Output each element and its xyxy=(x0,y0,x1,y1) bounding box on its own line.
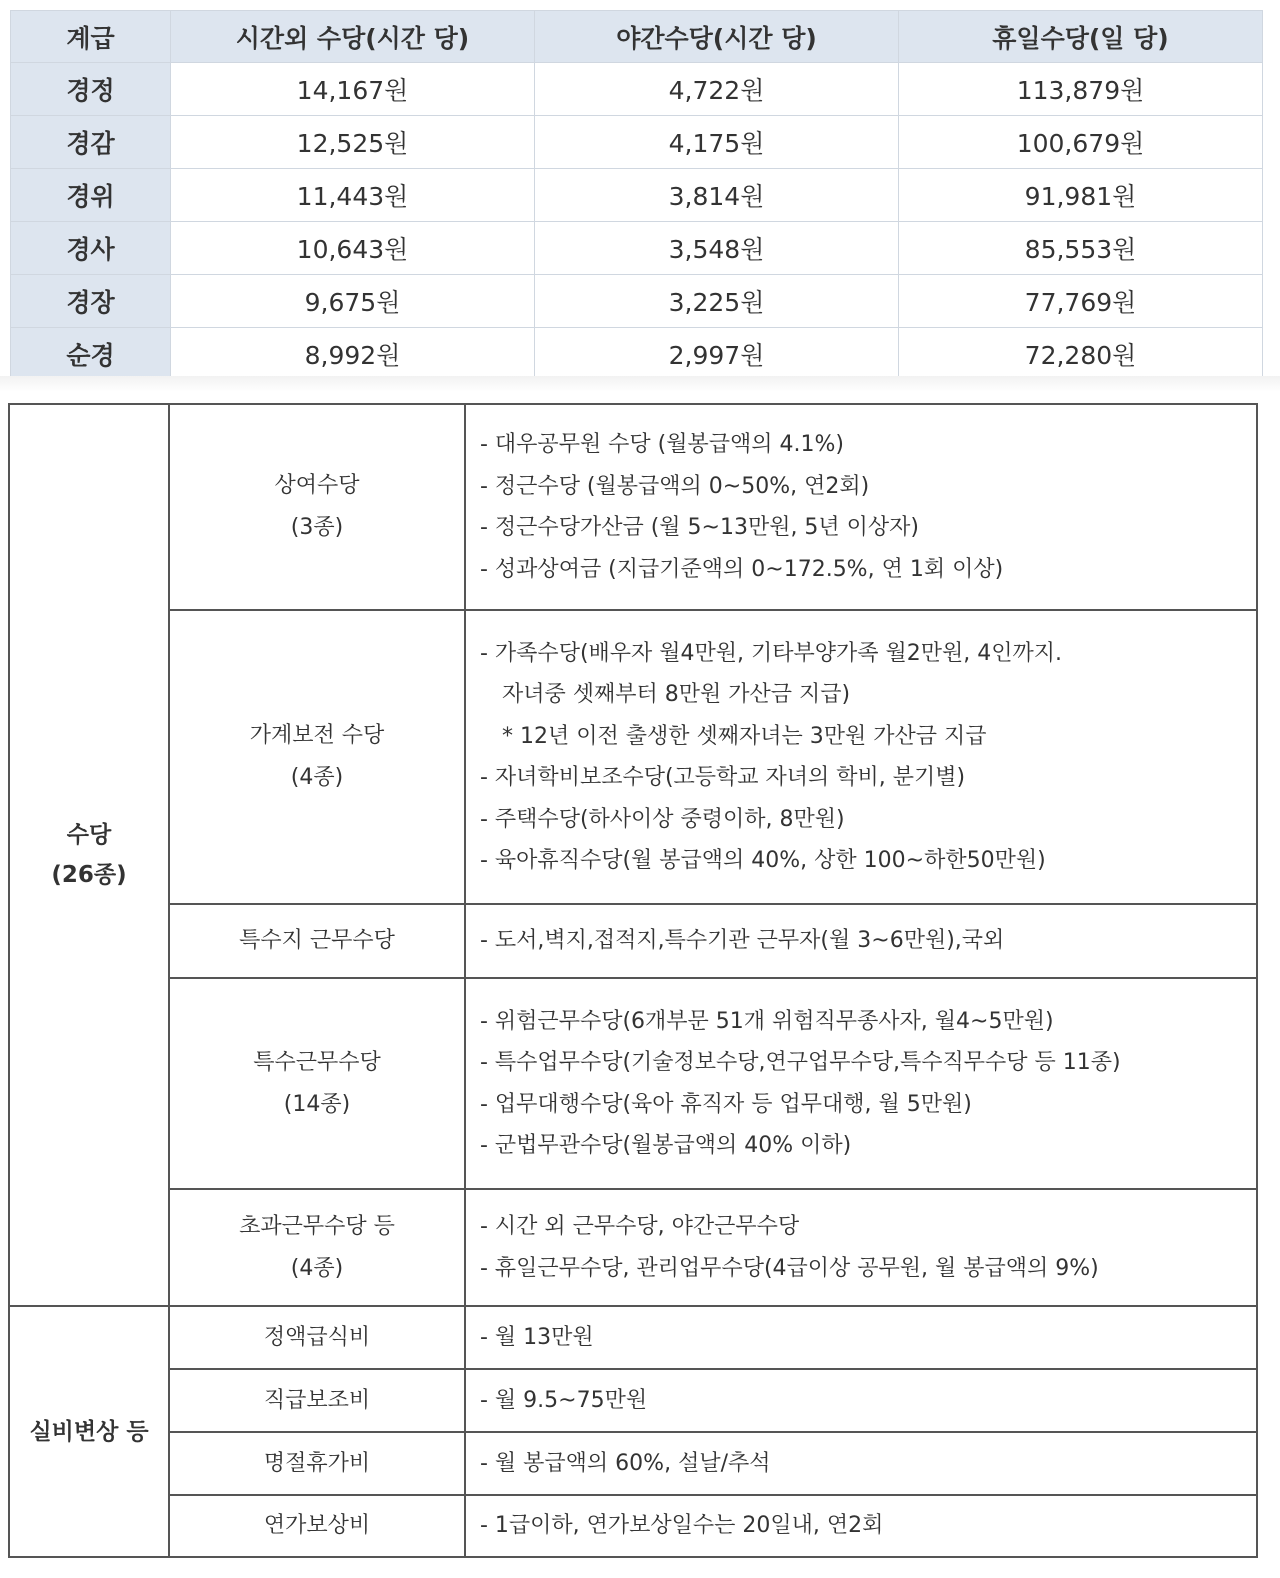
table-row xyxy=(11,222,1263,275)
table-row xyxy=(9,610,1257,904)
list-item: - 1급이하, 연가보상일수는 20일내, 연2회 xyxy=(480,1513,884,1539)
header-holiday: 휴일수당(일 당) xyxy=(899,11,1263,63)
special-duty-count: (14종) xyxy=(283,1091,351,1117)
bonus-description-cell xyxy=(465,404,1257,610)
overtime-rate-table xyxy=(10,10,1263,381)
annual-leave-name: 연가보상비 xyxy=(169,1495,465,1557)
table-row xyxy=(11,169,1263,222)
household-count: (4종) xyxy=(290,765,344,790)
night-cell: 3,548원 xyxy=(535,222,899,275)
night-cell: 4,722원 xyxy=(535,63,899,116)
table-row xyxy=(11,63,1263,116)
expense-group-name: 실비변상 등 xyxy=(29,1418,149,1445)
holiday-cell: 113,879원 xyxy=(899,63,1263,116)
list-item: - 주택수당(하사이상 중령이하, 8만원) xyxy=(480,806,845,832)
list-item-continuation: 자녀중 셋째부터 8만원 가산금 지급) xyxy=(502,682,851,707)
night-cell: 3,225원 xyxy=(535,275,899,328)
household-description-cell xyxy=(465,610,1257,904)
overtime-count: (4종) xyxy=(290,1255,344,1281)
table-row xyxy=(11,116,1263,169)
expense-group-cell xyxy=(9,1306,169,1557)
list-item: - 육아휴직수당(월 봉급액의 40%, 상한 100~하한50만원) xyxy=(480,848,1046,873)
header-rank: 계급 xyxy=(11,11,171,63)
annual-leave-description-cell xyxy=(465,1495,1257,1557)
rank-cell: 경정 xyxy=(11,63,171,116)
list-item: - 휴일근무수당, 관리업무수당(4급이상 공무원, 월 봉급액의 9%) xyxy=(480,1255,1099,1281)
overtime-category-cell xyxy=(169,1189,465,1306)
special-duty-name: 특수근무수당 xyxy=(253,1049,381,1075)
list-item: - 군법무관수당(월봉급액의 40% 이하) xyxy=(480,1133,852,1158)
overtime-name: 초과근무수당 등 xyxy=(239,1213,395,1239)
allowance-group-name: 수당 xyxy=(66,822,112,848)
overtime-cell: 14,167원 xyxy=(171,63,535,116)
table-row xyxy=(9,1306,1257,1369)
night-cell: 3,814원 xyxy=(535,169,899,222)
holiday-cell: 85,553원 xyxy=(899,222,1263,275)
rank-cell: 경감 xyxy=(11,116,171,169)
list-item: - 월 9.5~75만원 xyxy=(480,1387,648,1413)
holiday-cell: 100,679원 xyxy=(899,116,1263,169)
bonus-name: 상여수당 xyxy=(274,473,360,498)
overtime-cell: 10,643원 xyxy=(171,222,535,275)
table-row xyxy=(9,978,1257,1189)
list-item: - 자녀학비보조수당(고등학교 자녀의 학비, 분기별) xyxy=(480,765,966,790)
holiday-description-cell xyxy=(465,1432,1257,1495)
allowance-table xyxy=(8,403,1258,1558)
table-row xyxy=(11,275,1263,328)
table-row xyxy=(9,1369,1257,1432)
overtime-cell: 8,992원 xyxy=(171,328,535,381)
meal-description-cell xyxy=(465,1306,1257,1369)
special-area-name: 특수지 근무수당 xyxy=(169,904,465,978)
allowance-group-cell xyxy=(9,404,169,1306)
list-item: - 특수업무수당(기술정보수당,연구업무수당,특수직무수당 등 11종) xyxy=(480,1050,1121,1075)
list-item: - 위험근무수당(6개부문 51개 위험직무종사자, 월4~5만원) xyxy=(480,1008,1054,1034)
table-row xyxy=(9,404,1257,610)
rank-cell: 경장 xyxy=(11,275,171,328)
list-item: - 정근수당 (월봉급액의 0~50%, 연2회) xyxy=(480,473,870,499)
table-row xyxy=(11,328,1263,381)
holiday-cell: 91,981원 xyxy=(899,169,1263,222)
overtime-cell: 12,525원 xyxy=(171,116,535,169)
household-category-cell xyxy=(169,610,465,904)
list-item: - 업무대행수당(육아 휴직자 등 업무대행, 월 5만원) xyxy=(480,1091,972,1117)
night-cell: 4,175원 xyxy=(535,116,899,169)
header-night: 야간수당(시간 당) xyxy=(535,11,899,63)
overtime-cell: 9,675원 xyxy=(171,275,535,328)
rate-table-header-row xyxy=(11,11,1263,63)
list-item: - 월 13만원 xyxy=(480,1324,594,1350)
holiday-name: 명절휴가비 xyxy=(169,1432,465,1495)
special-duty-category-cell xyxy=(169,978,465,1189)
special-area-description-cell xyxy=(465,904,1257,978)
header-overtime: 시간외 수당(시간 당) xyxy=(171,11,535,63)
bonus-category-cell xyxy=(169,404,465,610)
overtime-cell: 11,443원 xyxy=(171,169,535,222)
list-item: - 정근수당가산금 (월 5~13만원, 5년 이상자) xyxy=(480,515,920,540)
rank-cell: 순경 xyxy=(11,328,171,381)
position-name: 직급보조비 xyxy=(169,1369,465,1432)
list-item-note: * 12년 이전 출생한 셋째자녀는 3만원 가산금 지급 xyxy=(502,723,987,749)
rank-cell: 경위 xyxy=(11,169,171,222)
household-name: 가계보전 수당 xyxy=(249,723,385,748)
bonus-count: (3종) xyxy=(290,515,344,540)
meal-name: 정액급식비 xyxy=(169,1306,465,1369)
list-item: - 성과상여금 (지급기준액의 0~172.5%, 연 1회 이상) xyxy=(480,556,1004,582)
holiday-cell: 72,280원 xyxy=(899,328,1263,381)
allowance-group-count: (26종) xyxy=(51,862,127,888)
list-item: - 월 봉급액의 60%, 설날/추석 xyxy=(480,1450,771,1476)
night-cell: 2,997원 xyxy=(535,328,899,381)
list-item: - 가족수당(배우자 월4만원, 기타부양가족 월2만원, 4인까지. xyxy=(480,640,1063,666)
list-item: - 도서,벽지,접적지,특수기관 근무자(월 3~6만원),국외 xyxy=(480,928,1005,954)
table-row xyxy=(9,1189,1257,1306)
overtime-description-cell xyxy=(465,1189,1257,1306)
position-description-cell xyxy=(465,1369,1257,1432)
list-item: - 시간 외 근무수당, 야간근무수당 xyxy=(480,1214,800,1239)
list-item: - 대우공무원 수당 (월봉급액의 4.1%) xyxy=(480,432,844,457)
section-divider xyxy=(0,376,1280,392)
table-row xyxy=(9,1432,1257,1495)
holiday-cell: 77,769원 xyxy=(899,275,1263,328)
table-row xyxy=(9,1495,1257,1557)
special-duty-description-cell xyxy=(465,978,1257,1189)
table-row xyxy=(9,904,1257,978)
rank-cell: 경사 xyxy=(11,222,171,275)
